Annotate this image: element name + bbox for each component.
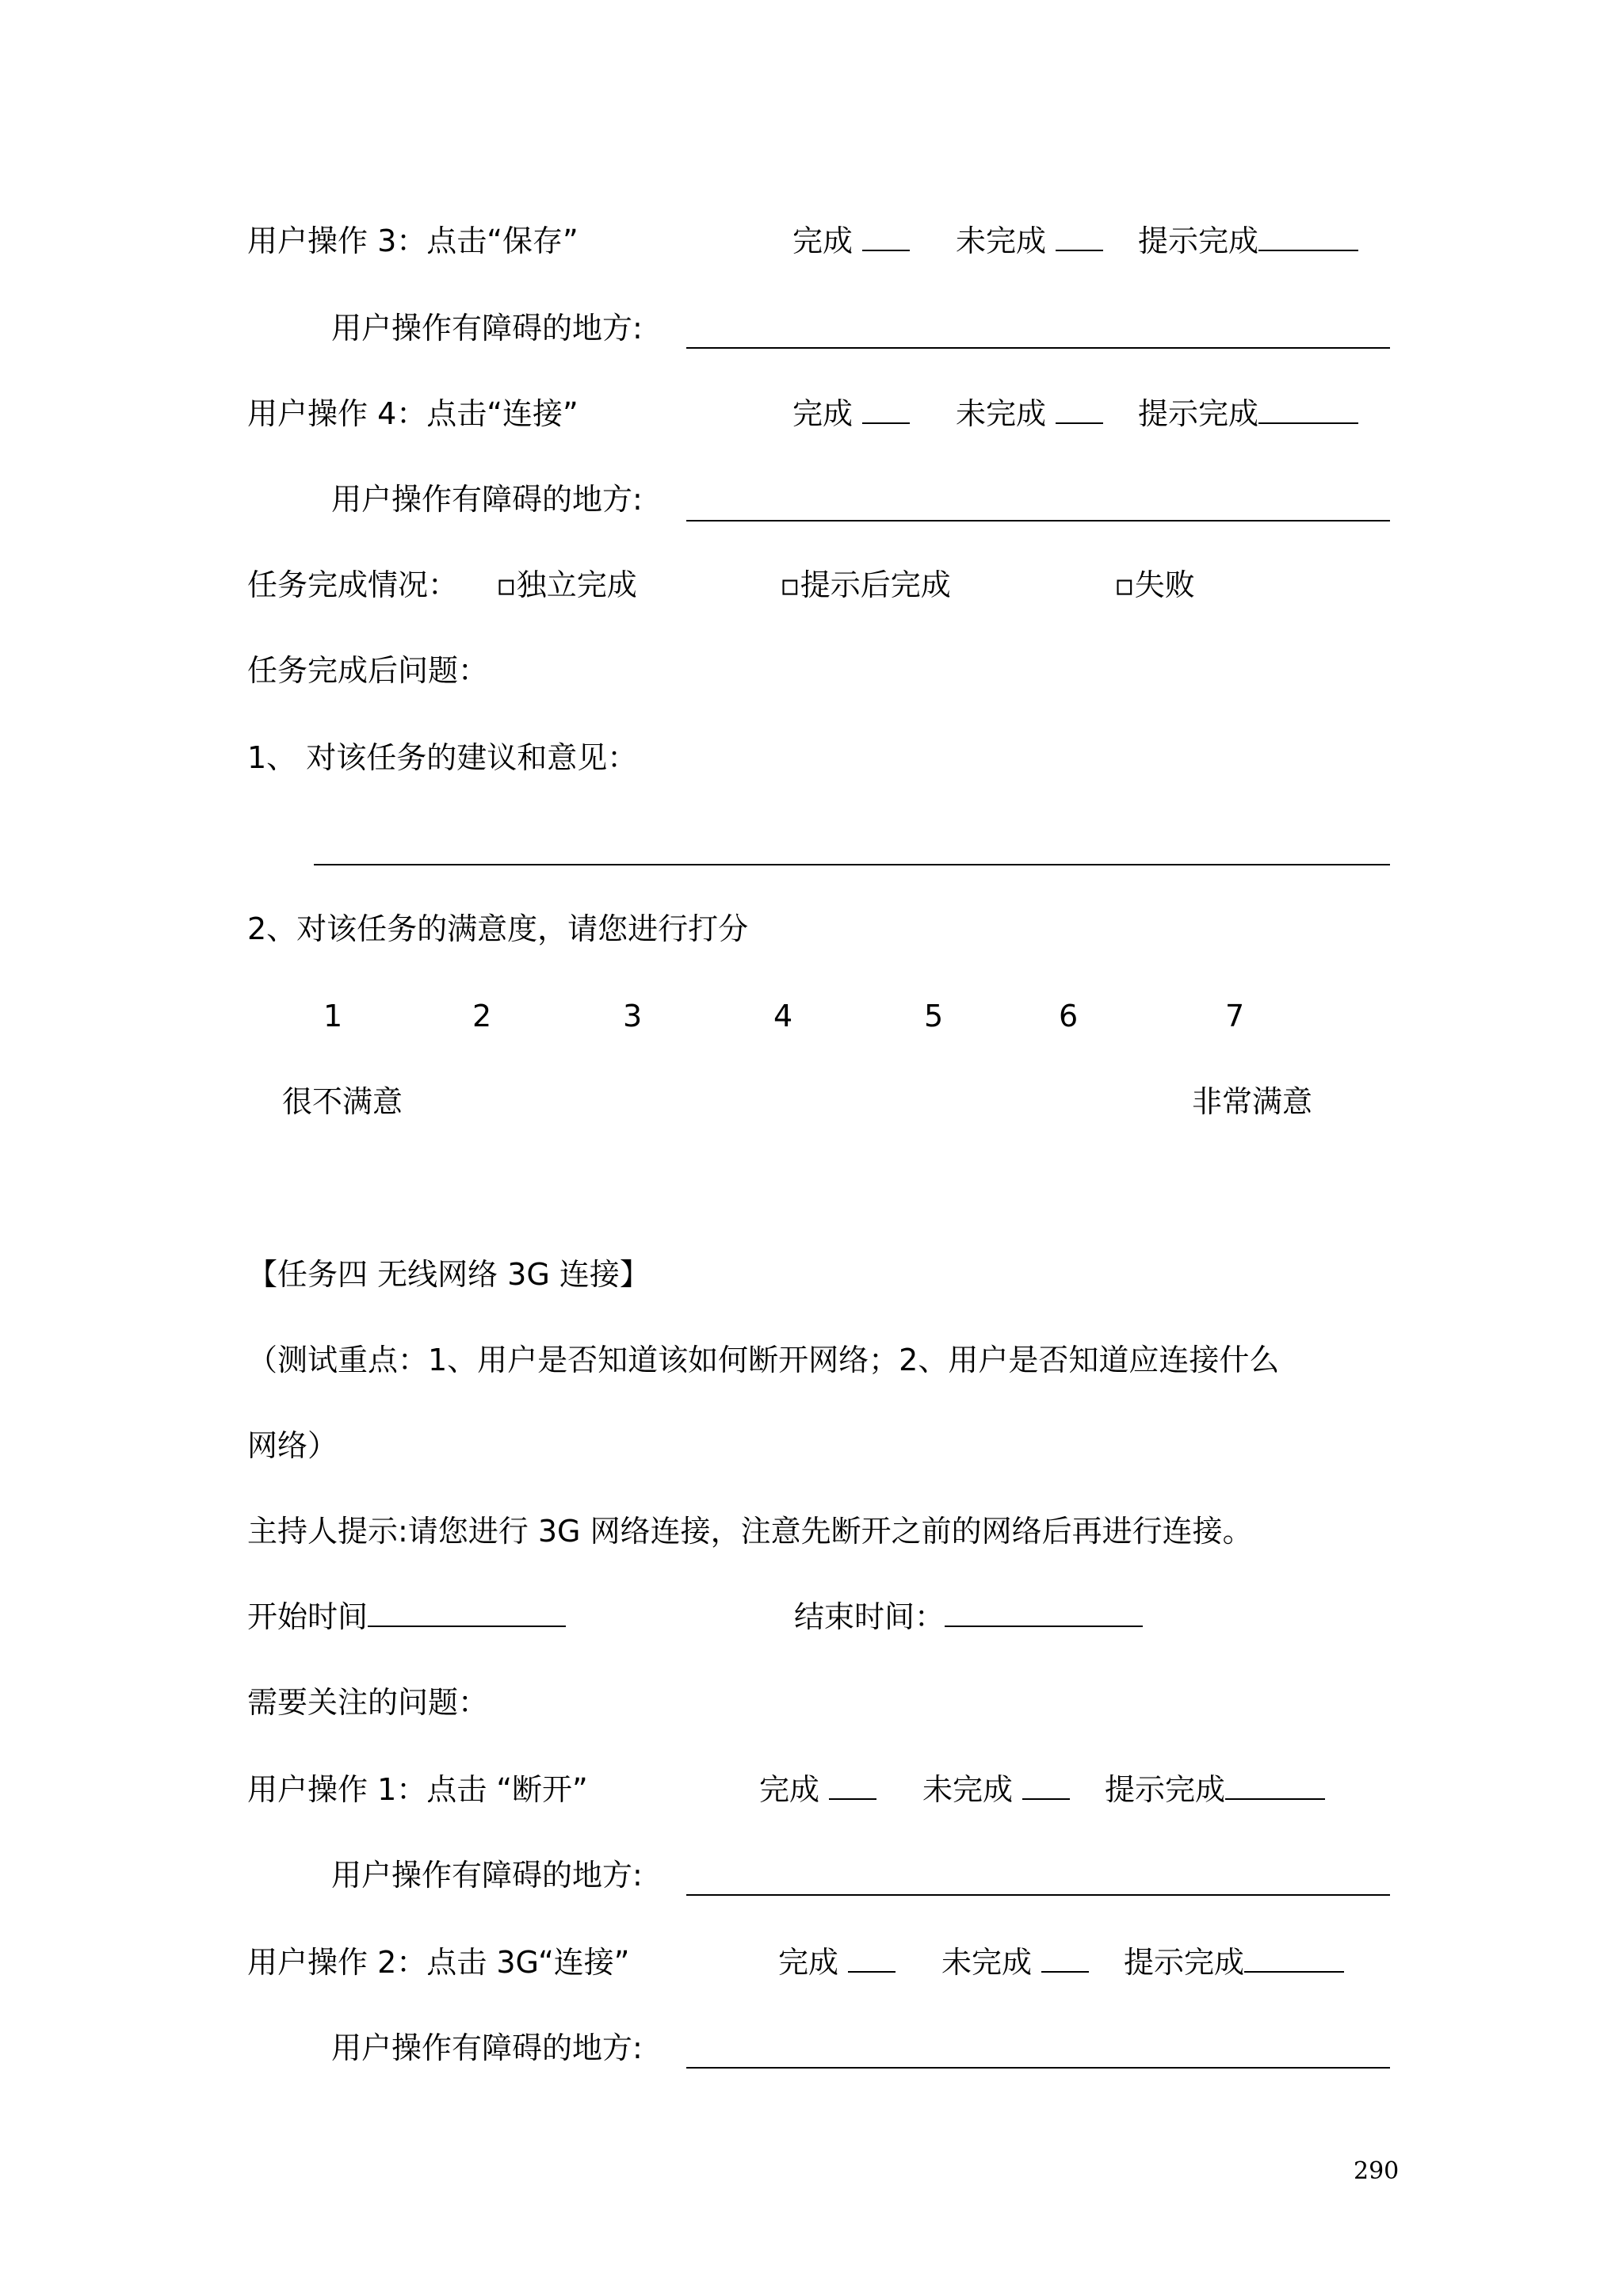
not-done-blank[interactable] xyxy=(1056,223,1103,251)
score-5[interactable]: 5 xyxy=(924,999,944,1033)
op3-obstacle-label: 用户操作有障碍的地方: xyxy=(331,311,643,346)
suggestion-answer-line[interactable] xyxy=(314,864,1390,865)
score-7[interactable]: 7 xyxy=(1225,999,1245,1033)
not-done-label: 未完成 xyxy=(941,1945,1033,1980)
op3-obstacle-line[interactable] xyxy=(686,347,1390,349)
task4-title: 【任务四 无线网络 3G 连接】 xyxy=(247,1257,650,1292)
hinted-label: 提示完成 xyxy=(1105,1772,1226,1807)
hinted-blank[interactable] xyxy=(1244,1944,1344,1973)
done-blank[interactable] xyxy=(862,395,910,424)
score-4[interactable]: 4 xyxy=(773,999,793,1033)
op3-not-done-option[interactable] xyxy=(956,222,1103,260)
score-2[interactable]: 2 xyxy=(472,999,492,1033)
checkbox-failed[interactable]: ▫失败 xyxy=(1114,567,1195,602)
page-number: 290 xyxy=(1354,2157,1400,2185)
task4-focus-line2: 网络） xyxy=(247,1428,338,1463)
not-done-blank[interactable] xyxy=(1041,1944,1089,1973)
not-done-blank[interactable] xyxy=(1022,1771,1070,1800)
done-blank[interactable] xyxy=(848,1944,896,1973)
score-3[interactable]: 3 xyxy=(623,999,643,1033)
not-done-label: 未完成 xyxy=(956,396,1047,431)
end-time-label: 结束时间： xyxy=(794,1599,945,1634)
op4-label: 用户操作 4：点击“连接” xyxy=(247,396,579,431)
checkbox-after-hint[interactable]: ▫提示后完成 xyxy=(780,567,951,602)
t4-op2-obstacle-label: 用户操作有障碍的地方: xyxy=(331,2030,643,2065)
done-blank[interactable] xyxy=(829,1771,876,1800)
start-time-label: 开始时间 xyxy=(247,1599,369,1634)
op3-label: 用户操作 3：点击“保存” xyxy=(247,223,579,258)
task4-host-hint: 主持人提示:请您进行 3G 网络连接，注意先断开之前的网络后再进行连接。 xyxy=(247,1514,1253,1549)
t4-op1-label: 用户操作 1：点击 “断开” xyxy=(247,1772,588,1807)
t4-op1-hinted-option[interactable] xyxy=(1105,1771,1325,1809)
scale-low-label: 很不满意 xyxy=(282,1084,403,1119)
hinted-label: 提示完成 xyxy=(1124,1945,1245,1980)
op4-hinted-option[interactable] xyxy=(1138,395,1358,433)
scale-high-label: 非常满意 xyxy=(1192,1084,1313,1119)
done-label: 完成 xyxy=(792,396,854,431)
not-done-label: 未完成 xyxy=(956,223,1047,258)
op4-done-option[interactable] xyxy=(792,395,910,433)
hinted-label: 提示完成 xyxy=(1138,396,1259,431)
hinted-blank[interactable] xyxy=(1225,1771,1325,1800)
score-6[interactable]: 6 xyxy=(1059,999,1079,1033)
t4-op2-done-option[interactable] xyxy=(778,1943,896,1981)
score-1[interactable]: 1 xyxy=(323,999,343,1033)
completion-label: 任务完成情况： xyxy=(247,567,459,602)
done-label: 完成 xyxy=(759,1772,820,1807)
question-2: 2、对该任务的满意度，请您进行打分 xyxy=(247,911,749,946)
not-done-label: 未完成 xyxy=(922,1772,1014,1807)
t4-op2-hinted-option[interactable] xyxy=(1124,1943,1344,1981)
done-label: 完成 xyxy=(778,1945,839,1980)
question-1: 1、 对该任务的建议和意见： xyxy=(247,740,638,775)
not-done-blank[interactable] xyxy=(1056,395,1103,424)
end-time-field[interactable] xyxy=(794,1598,1143,1636)
end-time-blank[interactable] xyxy=(945,1599,1143,1627)
op3-done-option[interactable] xyxy=(792,222,910,260)
t4-op2-label: 用户操作 2：点击 3G“连接” xyxy=(247,1945,630,1980)
op3-hinted-option[interactable] xyxy=(1138,222,1358,260)
task4-focus-line1: （测试重点：1、用户是否知道该如何断开网络；2、用户是否知道应连接什么 xyxy=(247,1343,1280,1377)
checkbox-independent[interactable]: ▫独立完成 xyxy=(496,567,637,602)
op4-obstacle-label: 用户操作有障碍的地方: xyxy=(331,482,643,517)
t4-op1-obstacle-line[interactable] xyxy=(686,1894,1390,1896)
t4-op2-obstacle-line[interactable] xyxy=(686,2067,1390,2069)
op4-not-done-option[interactable] xyxy=(956,395,1103,433)
t4-op2-not-done-option[interactable] xyxy=(941,1943,1089,1981)
post-task-heading: 任务完成后问题： xyxy=(247,653,489,688)
t4-op1-obstacle-label: 用户操作有障碍的地方: xyxy=(331,1858,643,1893)
hinted-blank[interactable] xyxy=(1258,395,1358,424)
hinted-label: 提示完成 xyxy=(1138,223,1259,258)
t4-op1-done-option[interactable] xyxy=(759,1771,876,1809)
attention-heading: 需要关注的问题： xyxy=(247,1685,489,1720)
start-time-field[interactable] xyxy=(247,1598,566,1636)
t4-op1-not-done-option[interactable] xyxy=(922,1771,1070,1809)
op4-obstacle-line[interactable] xyxy=(686,520,1390,521)
done-blank[interactable] xyxy=(862,223,910,251)
hinted-blank[interactable] xyxy=(1258,223,1358,251)
done-label: 完成 xyxy=(792,223,854,258)
start-time-blank[interactable] xyxy=(368,1599,566,1627)
